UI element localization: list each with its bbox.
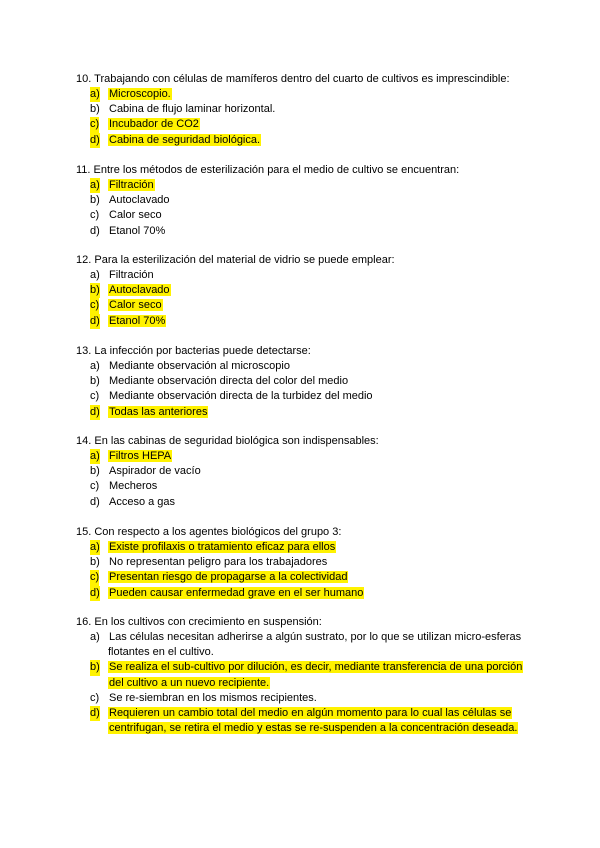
- option-d: d) Etanol 70%: [76, 314, 536, 329]
- question-text: 15. Con respecto a los agentes biológicos del grupo 3:: [76, 526, 342, 538]
- option-c: c) Se re-siembran en los mismos recipientes.: [90, 691, 317, 704]
- option-b: b) Aspirador de vacío: [90, 465, 201, 478]
- question-text: 11. Entre los métodos de esterilización para el medio de cultivo se encuentran:: [76, 164, 460, 176]
- question-12: [76, 253, 536, 329]
- option-d: d) Etanol 70%: [90, 224, 166, 237]
- option-a: a) Existe profilaxis o tratamiento eficaz para ellos: [76, 540, 536, 555]
- option-b: b) Cabina de flujo laminar horizontal.: [90, 103, 276, 116]
- option-a: a) Mediante observación al microscopio: [90, 360, 290, 372]
- option-c: c) Calor seco: [90, 209, 162, 222]
- option-d: d) Acceso a gas: [90, 495, 176, 508]
- option-d: d) Todas las anteriores: [76, 405, 536, 420]
- option-d: d) Pueden causar enfermedad grave en el ser humano: [76, 586, 536, 601]
- question-15: [76, 525, 536, 601]
- option-b: b) No representan peligro para los trabajadores: [90, 556, 328, 569]
- option-a: a) Las células necesitan adherirse a algún sustrato, por lo que se utilizan micro-esferas flotantes en el cultivo.: [90, 631, 522, 659]
- question-16: [76, 615, 536, 736]
- question-text: 14. En las cabinas de seguridad biológica son indispensables:: [76, 435, 379, 447]
- question-13: [76, 344, 536, 420]
- question-text: 13. La infección por bacterias puede detectarse:: [76, 345, 311, 357]
- option-c: c) Calor seco: [76, 298, 536, 313]
- option-b: b) Mediante observación directa del color del medio: [90, 375, 349, 388]
- question-text: 12. Para la esterilización del material de vidrio se puede emplear:: [76, 254, 395, 266]
- option-a: a) Filtración: [76, 178, 536, 193]
- option-c: c) Presentan riesgo de propagarse a la colectividad: [76, 570, 536, 585]
- option-d: d) Requieren un cambio total del medio en algún momento para lo cual las células se centrifugan, se retira el medio y estas se re-suspenden a la concentración deseada.: [90, 707, 518, 735]
- question-text: 16. En los cultivos con crecimiento en suspensión:: [76, 616, 322, 628]
- option-b: b) Autoclavado: [76, 283, 536, 298]
- question-11: [76, 163, 536, 239]
- question-14: [76, 434, 536, 510]
- option-b: b) Se realiza el sub-cultivo por dilución, es decir, mediante transferencia de una porción del cultivo a un nuevo recipiente.: [90, 661, 523, 689]
- option-b: b) Autoclavado: [90, 194, 170, 207]
- option-a: a) Filtración: [90, 269, 154, 281]
- question-text: 10. Trabajando con células de mamíferos dentro del cuarto de cultivos es imprescindible:: [76, 73, 510, 85]
- option-a: a) Filtros HEPA: [76, 449, 536, 464]
- option-d: d) Cabina de seguridad biológica.: [76, 133, 536, 148]
- option-c: c) Incubador de CO2: [76, 117, 536, 132]
- option-a: a) Microscopio.: [76, 87, 536, 102]
- option-c: c) Mecheros: [90, 480, 158, 493]
- question-10: [76, 72, 536, 148]
- option-c: c) Mediante observación directa de la turbidez del medio: [90, 390, 373, 403]
